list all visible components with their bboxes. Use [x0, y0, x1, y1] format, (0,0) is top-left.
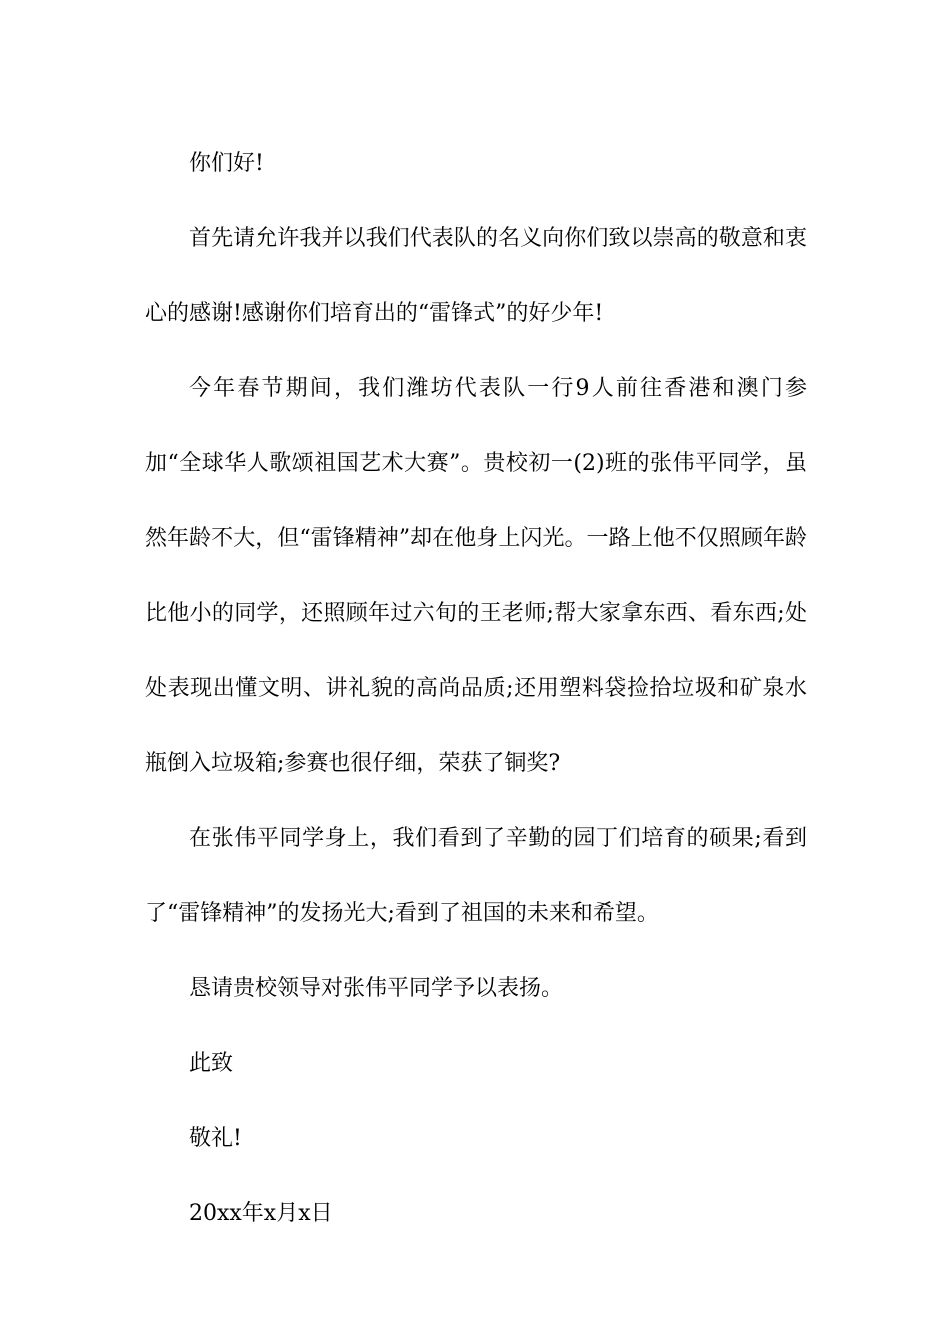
paragraph-reflection: 在张伟平同学身上，我们看到了辛勤的园丁们培育的硕果;看到了“雷锋精神”的发扬光大;看到了祖国的未来和希望。 — [145, 826, 807, 926]
paragraph-story: 今年春节期间，我们潍坊代表队一行9人前往香港和澳门参加“全球华人歌颂祖国艺术大赛”。贵校初一(2)班的张伟平同学，虽然年龄不大，但“雷锋精神”却在他身上闪光。一路上他不仅照顾年龄比他小的同学，还照顾年过六旬的王老师;帮大家拿东西、看东西;处处表现出懂文明、讲礼貌的高尚品质;还用塑料袋捡拾垃圾和矿泉水瓶倒入垃圾箱;参赛也很仔细，荣获了铜奖? — [145, 376, 807, 776]
closing-salutation: 此致 — [189, 1051, 234, 1076]
greeting: 你们好! — [189, 151, 264, 176]
letter-date: 20xx年x月x日 — [189, 1201, 333, 1226]
letter-body — [145, 126, 807, 1251]
paragraph-thanks: 首先请允许我并以我们代表队的名义向你们致以崇高的敬意和衷心的感谢!感谢你们培育出的“雷锋式”的好少年! — [145, 226, 807, 326]
paragraph-request: 恳请贵校领导对张伟平同学予以表扬。 — [189, 976, 564, 1001]
closing-respect: 敬礼! — [189, 1126, 242, 1151]
